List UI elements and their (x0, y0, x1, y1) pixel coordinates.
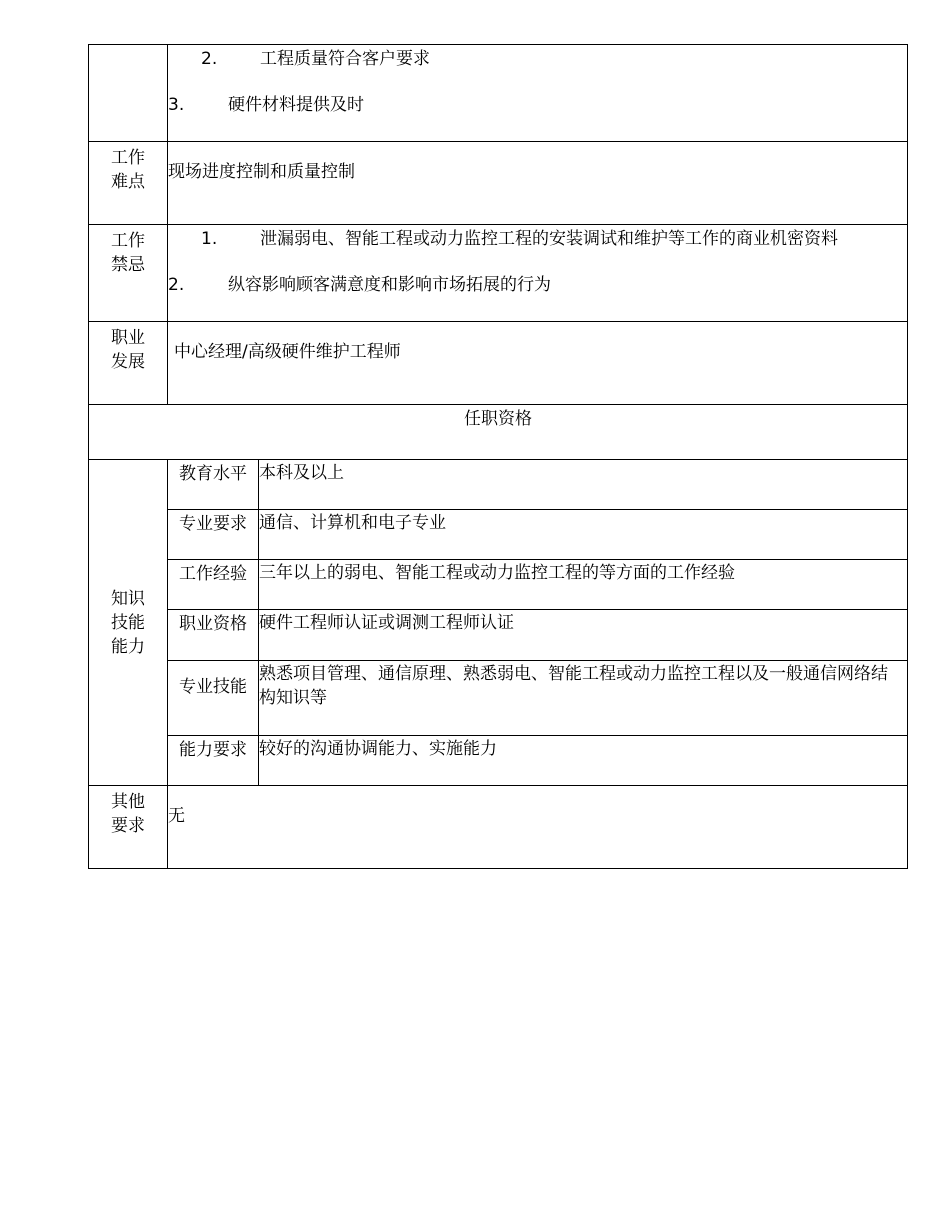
taboo-row (89, 225, 908, 322)
experience-label: 工作经验 (168, 560, 259, 610)
qualification-row (89, 510, 908, 560)
career-row (89, 322, 908, 405)
difficulty-row (89, 142, 908, 225)
other-label: 其他 要求 (89, 786, 168, 869)
taboo-label: 工作 禁忌 (89, 225, 168, 322)
skills-value: 熟悉项目管理、通信原理、熟悉弱电、智能工程或动力监控工程以及一般通信网络结构知识等 (259, 661, 908, 736)
major-value: 通信、计算机和电子专业 (259, 510, 908, 560)
qualification-row (89, 610, 908, 661)
list-item: 2. 纵容影响顾客满意度和影响市场拓展的行为 (168, 275, 551, 295)
list-item: 3. 硬件材料提供及时 (168, 95, 364, 115)
ability-value: 较好的沟通协调能力、实施能力 (259, 736, 908, 786)
experience-value: 三年以上的弱电、智能工程或动力监控工程的等方面的工作经验 (259, 560, 908, 610)
other-content: 无 (168, 786, 908, 869)
list-item: 1. 泄漏弱电、智能工程或动力监控工程的安装调试和维护等工作的商业机密资料 (201, 229, 838, 249)
major-label: 专业要求 (168, 510, 259, 560)
ability-label: 能力要求 (168, 736, 259, 786)
career-content: 中心经理/高级硬件维护工程师 (168, 322, 908, 405)
difficulty-label: 工作 难点 (89, 142, 168, 225)
skills-label: 专业技能 (168, 661, 259, 736)
other-row (89, 786, 908, 869)
empty-label-cell (89, 45, 168, 142)
qualification-row (89, 560, 908, 610)
knowledge-skills-label: 知识 技能 能力 (89, 460, 168, 786)
list-item: 2. 工程质量符合客户要求 (201, 49, 430, 69)
certification-label: 职业资格 (168, 610, 259, 661)
qualification-row (89, 661, 908, 736)
qualifications-title-row (89, 405, 908, 460)
education-value: 本科及以上 (259, 460, 908, 510)
education-label: 教育水平 (168, 460, 259, 510)
job-description-table (88, 44, 908, 869)
requirements-cont-row (89, 45, 908, 142)
taboo-content (168, 225, 908, 322)
qualification-row (89, 736, 908, 786)
qualification-row (89, 460, 908, 510)
job-description-page (88, 44, 907, 869)
certification-value: 硬件工程师认证或调测工程师认证 (259, 610, 908, 661)
career-label: 职业 发展 (89, 322, 168, 405)
section-title: 任职资格 (89, 405, 908, 460)
requirements-cont-content (168, 45, 908, 142)
difficulty-content: 现场进度控制和质量控制 (168, 142, 908, 225)
